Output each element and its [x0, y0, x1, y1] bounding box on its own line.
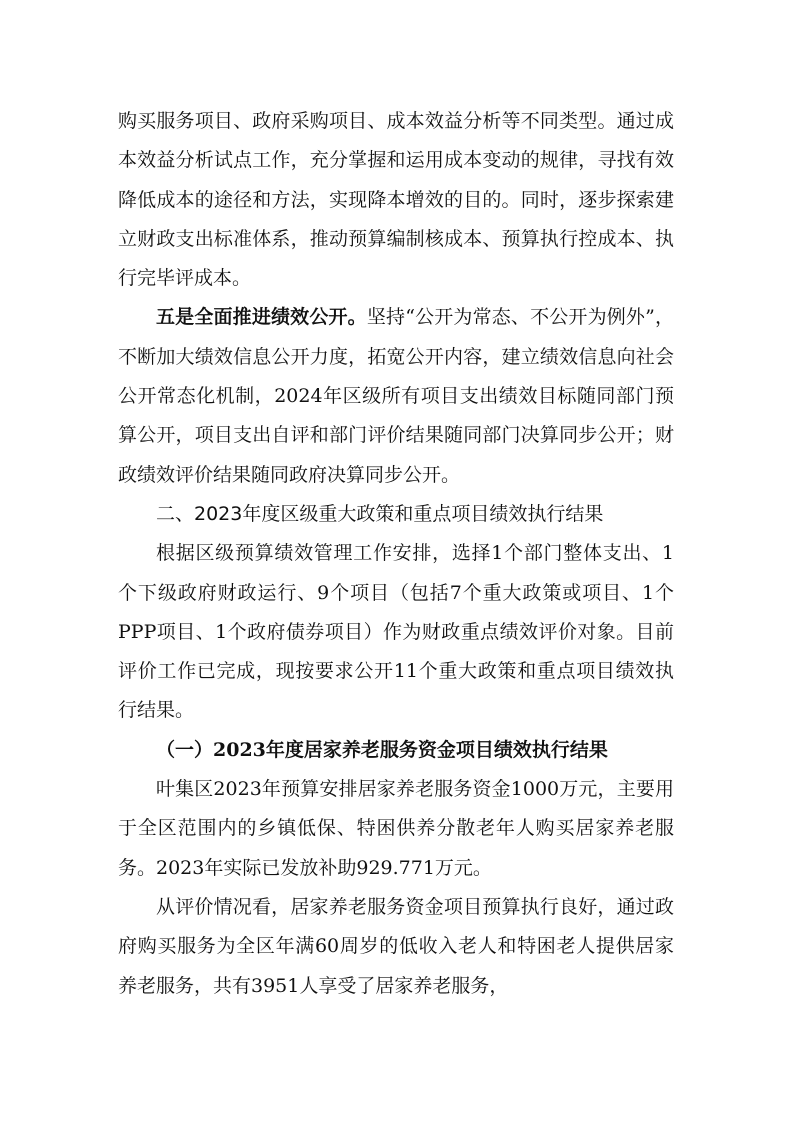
paragraph-evaluation-result: 从评价情况看，居家养老服务资金项目预算执行良好，通过政府购买服务为全区年满60周岁的低收入老人和特困老人提供居家养老服务，共有3951人享受了居家养老服务， — [118, 895, 674, 997]
document-body — [118, 102, 674, 1006]
paragraph-performance-disclosure — [118, 298, 674, 494]
section-heading: 二、2023年度区级重大政策和重点项目绩效执行结果 — [156, 502, 604, 525]
paragraph-lead-text: 五是全面推进绩效公开。 — [156, 306, 367, 329]
paragraph-budget: 叶集区2023年预算安排居家养老服务资金1000万元，主要用于全区范围内的乡镇低保、特困供养分散老年人购买居家养老服务。2023年实际已发放补助929.771万元。 — [118, 778, 674, 879]
subsection-heading: （一）2023年度居家养老服务资金项目绩效执行结果 — [156, 738, 608, 761]
paragraph-body-text: 坚持“公开为常态、不公开为例外”，不断加大绩效信息公开力度，拓宽公开内容，建立绩效信息向社会公开常态化机制，2024年区级所有项目支出绩效目标随同部门预算公开，项目支出自评和部门评价结果随同部门决算同步公开；财政绩效评价结果随同政府决算同步公开。 — [118, 306, 674, 486]
paragraph-evaluation-targets: 根据区级预算绩效管理工作安排，选择1个部门整体支出、1个下级政府财政运行、9个项目（包括7个重大政策或项目、1个PPP项目、1个政府债券项目）作为财政重点绩效评价对象。目前评价工作已完成，现按要求公开11个重大政策和重点项目绩效执行结果。 — [118, 542, 674, 722]
paragraph-cost-benefit: 购买服务项目、政府采购项目、成本效益分析等不同类型。通过成本效益分析试点工作，充分掌握和运用成本变动的规律，寻找有效降低成本的途径和方法，实现降本增效的目的。同时，逐步探索建立财政支出标准体系，推动预算编制核成本、预算执行控成本、执行完毕评成本。 — [118, 110, 674, 290]
